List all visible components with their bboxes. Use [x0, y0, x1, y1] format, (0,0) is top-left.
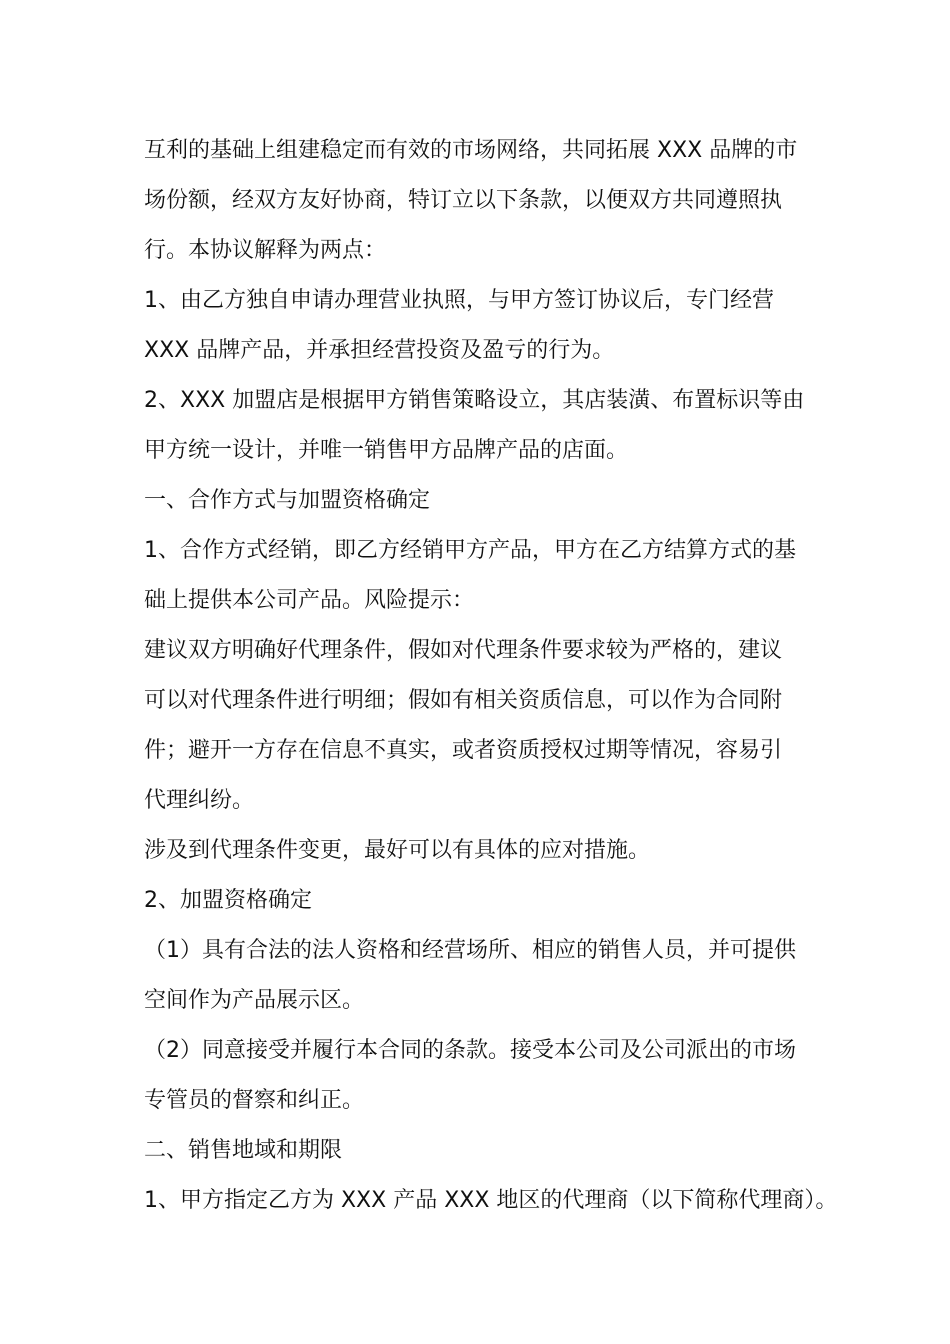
text-line: 专管员的督察和纠正。 — [144, 1088, 365, 1113]
text-line: 甲方统一设计，并唯一销售甲方品牌产品的店面。 — [144, 438, 629, 463]
text-line: 场份额，经双方友好协商，特订立以下条款，以便双方共同遵照执 — [144, 188, 783, 213]
document-body — [144, 126, 838, 1226]
text-line: （2）同意接受并履行本合同的条款。接受本公司及公司派出的市场 — [144, 1038, 796, 1063]
text-line: 建议双方明确好代理条件，假如对代理条件要求较为严格的，建议 — [144, 638, 783, 663]
text-line: 行。本协议解释为两点： — [144, 238, 387, 263]
text-line: XXX 品牌产品，并承担经营投资及盈亏的行为。 — [144, 338, 615, 363]
text-line: 互利的基础上组建稳定而有效的市场网络，共同拓展 XXX 品牌的市 — [144, 138, 798, 163]
text-line: 2、加盟资格确定 — [144, 888, 312, 913]
text-line: 空间作为产品展示区。 — [144, 988, 365, 1013]
text-line: 1、由乙方独自申请办理营业执照，与甲方签订协议后，专门经营 — [144, 288, 774, 313]
text-line: 础上提供本公司产品。风险提示： — [144, 588, 475, 613]
text-line: 代理纠纷。 — [144, 788, 255, 813]
section-heading: 一、合作方式与加盟资格确定 — [144, 488, 431, 513]
text-line: 件；避开一方存在信息不真实，或者资质授权过期等情况，容易引 — [144, 738, 783, 763]
text-line: 1、合作方式经销，即乙方经销甲方产品，甲方在乙方结算方式的基 — [144, 538, 796, 563]
text-line: 2、XXX 加盟店是根据甲方销售策略设立，其店装潢、布置标识等由 — [144, 388, 805, 413]
text-line: 涉及到代理条件变更，最好可以有具体的应对措施。 — [144, 838, 651, 863]
text-line: 可以对代理条件进行明细；假如有相关资质信息，可以作为合同附 — [144, 688, 783, 713]
section-heading: 二、销售地域和期限 — [144, 1138, 343, 1163]
text-line: （1）具有合法的法人资格和经营场所、相应的销售人员，并可提供 — [144, 938, 796, 963]
text-line: 1、甲方指定乙方为 XXX 产品 XXX 地区的代理商（以下简称代理商）。 — [144, 1188, 838, 1213]
